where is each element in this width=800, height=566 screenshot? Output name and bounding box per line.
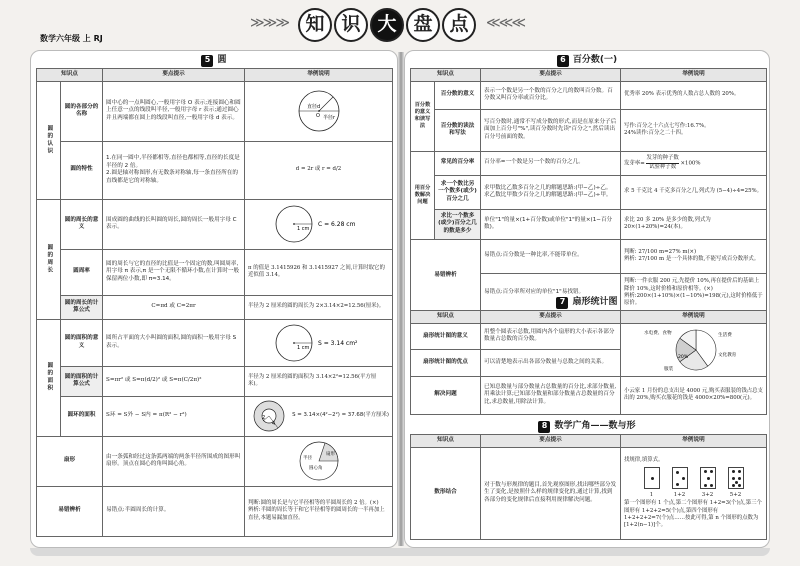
example-error-s5: 判断:圆的周长是与它半径相等的半圆周长的 2 倍。(×) 辨析:半圆的周长等于和它半径相等的圆周长的一半再加上直径,本题易漏加直径。 [245,486,393,536]
section-5-heading: 圆 [217,55,227,66]
tip-pie-meaning: 用整个圆表示总数,用圆内各个扇形的大小表示各部分数量占总数的百分数。 [481,323,621,350]
dot-figure-3 [700,467,716,489]
example-circumference-formula: 半径为 2 厘米的圆的周长为 2×3.14×2=12.56(厘米)。 [245,295,393,319]
example-number-shape [621,447,767,539]
col-header-topic: 知识点 [37,69,103,82]
dot-figure-2 [672,467,688,489]
tip-pie-problems: 已知总数量与部分数量占总数量的百分比,求部分数量,用乘法计算;已知部分数量和部分数量占总数量的百分比,求总数量,用除法计算。 [481,376,621,414]
topic-more-less-percent: 求一个数比另一个数多(或少)百分之几 [435,175,481,209]
s6-col-header-topic: 知识点 [411,69,481,82]
top-header [0,0,800,50]
tip-properties: 1.在同一圆中,半径都相等,直径也都相等,直径的长度是半径的 2 倍。 2.圆是轴对称图形,有无数条对称轴,每一条直径所在的直线都是它的对称轴。 [103,141,245,199]
s7-col-header-tips: 要点提示 [481,311,621,324]
arrow-right-decoration: ≪≪≪ [486,15,524,31]
s6-col-header-tips: 要点提示 [481,69,621,82]
col-header-tips: 要点提示 [103,69,245,82]
arrow-left-decoration: ≫≫≫ [250,15,288,31]
topic-pie-problems: 解决问题 [411,376,481,414]
banner-char-1: 知 [298,8,332,42]
pie-label-5: 20% [677,354,688,360]
example-percent-meaning: 优秀率 20% 表示优秀的人数占总人数的 20%。 [621,81,767,109]
label-center: O [315,113,320,120]
dot-caption-2: 1+2 [673,492,686,499]
rate-numerator: 发芽的种子数 [646,155,678,163]
group-circle-basics: 圆的认识 [46,124,53,156]
topic-parts: 圆的各部分的名称 [61,81,103,141]
tip-circumference-meaning: 围成圆的曲线的长叫圆的周长,圆的周长一般用字母 C 表示。 [103,199,245,249]
label-1cm: 1 cm [296,226,309,233]
tip-number-shape: 对于数与形规律的题目,首先观察图形,找出哪些部分发生了变化,是按照什么样的规律变化的,通过计算,找到各部分的变化规律后直接利用规律解决问题。 [481,447,621,539]
group-percent-meaning: 百分数的意义和读写法 [411,81,435,151]
tip-common-rate: 百分率=一个数是另一个数的百分之几。 [481,151,621,175]
pie-label-3: 文化教育 [717,352,736,358]
banner-char-2: 识 [334,8,368,42]
rate-formula-rhs: ×100% [680,160,701,167]
example-area-formula: 半径为 2 厘米的圆的面积为 3.14×2²=12.56(平方厘米)。 [245,366,393,396]
figure-ring [245,396,393,436]
example-error-s6-2: 判断:一件衣服 200 元,先提价 10%,再在提价后的基础上降价 10%,这时价格和原价相等。(×) 辨析:200×(1+10%)×(1−10%)=198(元),这时价格低于原价。 [621,273,767,313]
example-head: 找规律,填算式。 [624,456,664,463]
section-6-number: 6 [557,55,569,67]
tip-sector: 由一条弧和经过这条弧两端的两条半径所围成的图形叫扇形。顶点在圆心的角叫圆心角。 [103,436,245,486]
topic-pie-meaning: 扇形统计图的意义 [411,323,481,350]
rate-denominator: 试验种子数 [649,163,677,170]
example-ring-area: S = 3.14×(4²−2²) = 37.68(平方厘米) [292,412,390,419]
tip-circumference-formula: C=πd 或 C=2πr [103,295,245,319]
figure-area [245,319,393,366]
topic-percent-meaning: 百分数的意义 [435,81,481,109]
dot-caption-3: 3+2 [701,492,714,499]
rate-formula-lhs: 发芽率= [624,160,645,167]
tip-error-s6-1: 易错点:百分数是一种比率,不能带单位。 [481,239,621,273]
label-s-value: S = 3.14 cm² [317,339,357,347]
dot-caption-1: 1 [649,492,654,499]
section-8-title [404,420,770,433]
topic-percent-readwrite: 百分数的读法和写法 [435,109,481,151]
grade-label: 数学六年级 上 RJ [40,34,103,43]
tip-parts: 圆中心的一点叫圆心,一般用字母 O 表示;连接圆心和圆上任意一点的线段叫半径,一般用字母 r 表示;通过圆心并且两端都在圆上的线段叫直径,一般用字母 d 表示。 [103,81,245,141]
banner-char-3: 大 [370,8,404,42]
label-radius: 半径r [322,115,335,122]
tip-ring-area: S环 = S外 − S内 = π(R² − r²) [103,396,245,436]
topic-common-rate: 常见的百分率 [435,151,481,175]
tip-area-meaning: 圆所占平面的大小叫圆的面积,圆的面积一般用字母 S 表示。 [103,319,245,366]
section-5-number: 5 [201,55,213,67]
col-header-example: 举例说明 [245,69,393,82]
section-7-title [404,296,770,309]
s6-col-header-example: 举例说明 [621,69,767,82]
example-properties: d = 2r 或 r = d/2 [245,141,393,199]
section-7-number: 7 [556,297,568,309]
topic-error-s6: 易错辨析 [411,239,481,313]
example-error-s6-1: 判断: 27/100 m=27% m(×) 辨析: 27/100 m 是一个具体的数,不能写成百分数形式。 [621,239,767,273]
topic-ring-area: 圆环的面积 [61,396,103,436]
topic-area-meaning: 圆的面积的意义 [61,319,103,366]
topic-circumference-meaning: 圆的周长的意义 [61,199,103,249]
banner-char-5: 点 [442,8,476,42]
topic-pie-advantage: 扇形统计图的优点 [411,350,481,377]
banner-char-4: 盘 [406,8,440,42]
pie-label-4: 服装 [663,366,673,372]
tip-more-less-percent: 求甲数比乙数多百分之几的解题思路:(甲−乙)÷乙。 求乙数比甲数少百分之几的解题思路:(甲−乙)÷甲。 [481,175,621,209]
topic-properties: 圆的特性 [61,141,103,199]
s7-col-header-example: 举例说明 [621,311,767,324]
dot-figure-4 [728,467,744,489]
label-sector-radius: 半径 [302,456,312,462]
pie-label-1: 水电费、食物 [643,330,672,336]
example-tail: 第一个图形有 1 个点,第二个图形有 1+2=3(个)点,第三个图形有 1+2+2=5(个)点,第四个图形有 1+2+2+2=7(个)点……按此可得,第 n 个图形的点数为[1+2(n−1)]个。 [624,500,762,529]
pie-label-2: 生活费 [717,332,732,338]
s7-col-header-topic: 知识点 [411,311,481,324]
example-find-number: 求比 20 多 20% 是多少的数,列式为 20×(1+20%)=24(本)。 [621,209,767,239]
topic-circumference-formula: 圆的周长的计算公式 [61,295,103,319]
group-percent-problems: 用百分数解决问题 [411,151,435,239]
label-outer-r: 4 [271,421,275,428]
label-c-value: C = 6.28 cm [317,221,355,229]
tip-pi: 圆的周长与它的直径的比值是一个固定的数,叫圆周率,用字母 π 表示,π 是一个无限不循环小数,在计算时一般保留两位小数,即 π≈3.14。 [103,249,245,295]
figure-circumference [245,199,393,249]
figure-pie-chart [621,323,767,376]
example-pi: π 的值是 3.1415926 和 3.1415927 之间,计算时取它的近似值 3.14。 [245,249,393,295]
s8-col-header-topic: 知识点 [411,435,481,448]
label-inner-r: 2 [261,415,265,422]
example-more-less-percent: 求 5 千克比 4 千克多百分之几,列式为 (5−4)÷4=25%。 [621,175,767,209]
s8-col-header-tips: 要点提示 [481,435,621,448]
label-diameter: 直径d [306,104,320,111]
pie-chart [634,326,754,374]
figure-circle-parts [245,81,393,141]
section-6-heading: 百分数(一) [572,55,618,66]
example-pie-problems: 小云家 1 月份的总支出是 4000 元,购买表服装的钱占总支出的 20%,购买衣服花的钱是 4000×20%=800(元)。 [621,376,767,414]
figure-sector [245,436,393,486]
label-central-angle: 圆心角 [308,466,323,472]
tip-pie-advantage: 可以清楚地表示出各部分数量与总数之间的关系。 [481,350,621,377]
example-percent-readwrite: 写作:百分之十六点七写作:16.7%。 24%读作:百分之二十四。 [621,109,767,151]
table-number-shape [410,434,767,540]
table-pie-chart [410,310,767,415]
section-7-heading: 扇形统计图 [572,297,618,308]
dot-caption-4: 5+2 [729,492,742,499]
group-area: 圆的面积 [46,362,53,393]
section-6-title [404,54,770,67]
topic-error-s5: 易错辨析 [37,486,103,536]
title-banner [298,8,476,42]
table-percent [410,68,767,314]
label-area-1cm: 1 cm [296,344,309,351]
topic-number-shape: 数形结合 [411,447,481,539]
s8-col-header-example: 举例说明 [621,435,767,448]
dot-figures [624,467,763,500]
group-circumference: 圆的周长 [46,243,53,275]
page-edge [30,548,770,556]
topic-pi: 圆周率 [61,249,103,295]
tip-error-s6-2: 易错点:百分率所对应的单位"1"易找错。 [481,273,621,313]
section-8-number: 8 [538,421,550,433]
table-circle [36,68,393,537]
topic-sector: 扇形 [37,436,103,486]
example-common-rate [621,151,767,175]
topic-area-formula: 圆的面积的计算公式 [61,366,103,396]
label-sector: 扇形 [325,452,335,458]
section-8-heading: 数学广角——数与形 [554,421,636,432]
tip-percent-readwrite: 写百分数时,通常不写成分数的形式,而是在原来分子后面加上百分号"%",读百分数时先读"百分之",然后读出百分号前面的数。 [481,109,621,151]
topic-find-number: 求比一个数多(或少)百分之几的数是多少 [435,209,481,239]
tip-find-number: 单位"1"的量×(1+百分数)或单位"1"的量×(1−百分数)。 [481,209,621,239]
section-5-title [30,54,398,67]
tip-area-formula: S=πr² 或 S=π(d/2)² 或 S=π(C/2π)² [103,366,245,396]
tip-error-s5: 易错点:半圆周长的计算。 [103,486,245,536]
tip-percent-meaning: 表示一个数是另一个数的百分之几的数叫百分数。百分数又叫百分率或百分比。 [481,81,621,109]
dot-figure-1 [644,467,660,489]
